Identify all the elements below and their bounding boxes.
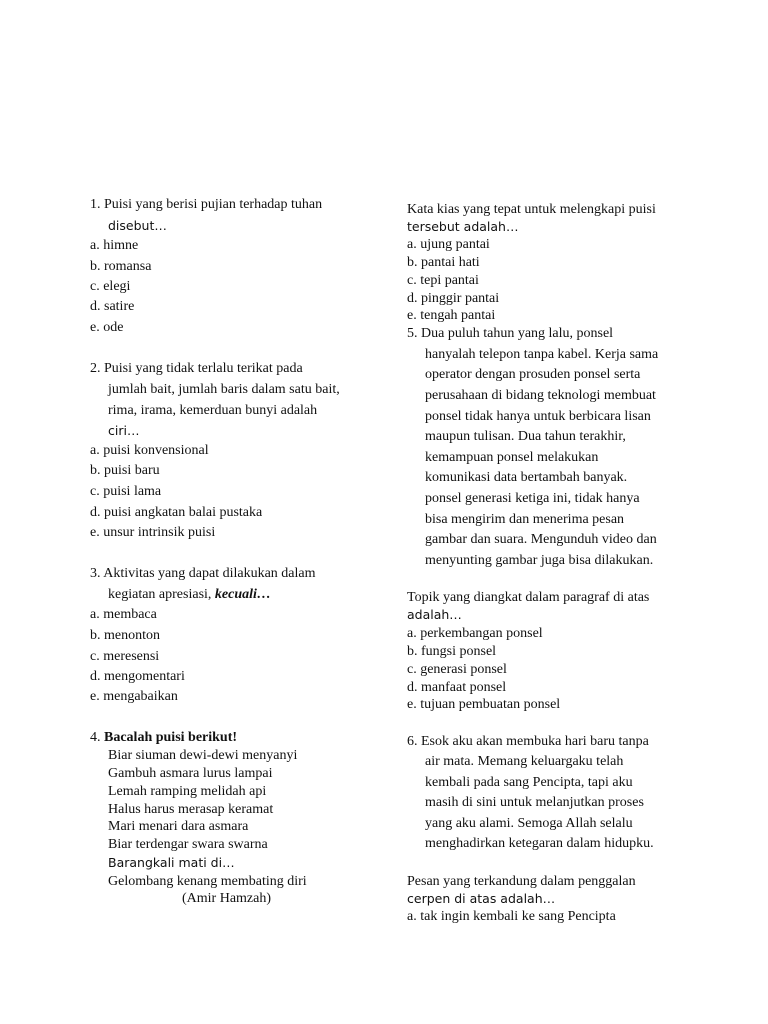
option-c: c. generasi ponsel (407, 662, 507, 677)
question-5-text-cont: ponsel generasi ketiga ini, tidak hanya (425, 491, 640, 506)
question-2-text: 2. Puisi yang tidak terlalu terikat pada (90, 361, 303, 376)
option-b: b. puisi baru (90, 463, 160, 478)
option-d: d. mengomentari (90, 669, 185, 684)
question-2-text-cont: ciri… (108, 423, 140, 438)
question-3-emphasis: kecuali… (214, 587, 271, 602)
option-a: a. puisi konvensional (90, 443, 209, 458)
option-b: b. pantai hati (407, 255, 480, 270)
question-4-number: 4. (90, 730, 104, 745)
option-b: b. fungsi ponsel (407, 644, 497, 659)
question-6-text-cont: menghadirkan ketegaran dalam hidupku. (425, 836, 654, 851)
question-6-text-cont: air mata. Memang keluargaku telah (425, 754, 624, 769)
question-5-text-cont: gambar dan suara. Mengunduh video dan (425, 532, 657, 547)
option-c: c. tepi pantai (407, 273, 479, 288)
option-d: d. manfaat ponsel (407, 680, 507, 695)
option-d: d. puisi angkatan balai pustaka (90, 505, 263, 520)
poem-line: Mari menari dara asmara (108, 819, 249, 834)
question-6-prompt: Pesan yang terkandung dalam penggalan (407, 874, 636, 889)
question-6-text: 6. Esok aku akan membuka hari baru tanpa (407, 734, 649, 749)
poem-line: Lemah ramping melidah api (108, 784, 267, 799)
option-c: c. puisi lama (90, 484, 162, 499)
question-6-text-cont: kembali pada sang Pencipta, tapi aku (425, 775, 633, 790)
question-5-text-cont: operator dengan prosuden ponsel serta (425, 367, 641, 382)
poem-line: Gambuh asmara lurus lampai (108, 766, 273, 781)
question-5-text-cont: komunikasi data bertambah banyak. (425, 470, 628, 485)
question-1-text-cont: disebut… (108, 218, 167, 233)
option-e: e. mengabaikan (90, 689, 178, 704)
question-5-text-cont: menyunting gambar juga bisa dilakukan. (425, 553, 654, 568)
poem-line: Biar terdengar swara swarna (108, 837, 268, 852)
option-b: b. romansa (90, 259, 152, 274)
option-e: e. tengah pantai (407, 308, 496, 323)
option-c: c. elegi (90, 279, 131, 294)
question-5-text-cont: bisa mengirim dan menerima pesan (425, 512, 625, 527)
option-a: a. membaca (90, 607, 157, 622)
question-4-prompt-cont: tersebut adalah… (407, 219, 519, 234)
poem-line: Barangkali mati di… (108, 855, 235, 870)
question-6-prompt-cont: cerpen di atas adalah… (407, 891, 556, 906)
option-a: a. perkembangan ponsel (407, 626, 543, 641)
question-5-prompt: Topik yang diangkat dalam paragraf di atas (407, 590, 650, 605)
option-e: e. tujuan pembuatan ponsel (407, 697, 561, 712)
poem-line: Halus harus merasap keramat (108, 802, 274, 817)
option-e: e. ode (90, 320, 124, 335)
question-2-text-cont: jumlah bait, jumlah baris dalam satu bait, (108, 382, 340, 397)
question-3-text-cont (108, 588, 271, 602)
poem-author: (Amir Hamzah) (182, 891, 272, 906)
question-5-text: 5. Dua puluh tahun yang lalu, ponsel (407, 326, 614, 341)
question-4-heading (90, 731, 237, 745)
question-1-text: 1. Puisi yang berisi pujian terhadap tuhan (90, 197, 323, 212)
question-6-text-cont: masih di sini untuk melanjutkan proses (425, 795, 644, 810)
question-5-text-cont: maupun tulisan. Dua tahun terakhir, (425, 429, 626, 444)
question-4-prompt: Kata kias yang tepat untuk melengkapi puisi (407, 202, 656, 217)
option-a: a. himne (90, 238, 139, 253)
option-d: d. pinggir pantai (407, 291, 500, 306)
question-5-text-cont: kemampuan ponsel melakukan (425, 450, 599, 465)
option-d: d. satire (90, 299, 135, 314)
question-3-text-normal: kegiatan apresiasi, (108, 587, 215, 602)
question-5-prompt-cont: adalah… (407, 607, 462, 622)
option-a: a. tak ingin kembali ke sang Pencipta (407, 909, 616, 924)
question-5-text-cont: ponsel tidak hanya untuk berbicara lisan (425, 409, 651, 424)
option-e: e. unsur intrinsik puisi (90, 525, 216, 540)
option-b: b. menonton (90, 628, 160, 643)
question-3-text: 3. Aktivitas yang dapat dilakukan dalam (90, 566, 316, 581)
option-c: c. meresensi (90, 649, 160, 664)
poem-line: Biar siuman dewi-dewi menyanyi (108, 748, 298, 763)
poem-line: Gelombang kenang membating diri (108, 874, 307, 889)
option-a: a. ujung pantai (407, 237, 490, 252)
question-5-text-cont: perusahaan di bidang teknologi membuat (425, 388, 656, 403)
question-2-text-cont: rima, irama, kemerduan bunyi adalah (108, 403, 318, 418)
question-6-text-cont: yang aku alami. Semoga Allah selalu (425, 816, 633, 831)
question-4-instruction: Bacalah puisi berikut! (104, 730, 238, 745)
question-5-text-cont: hanyalah telepon tanpa kabel. Kerja sama (425, 347, 659, 362)
